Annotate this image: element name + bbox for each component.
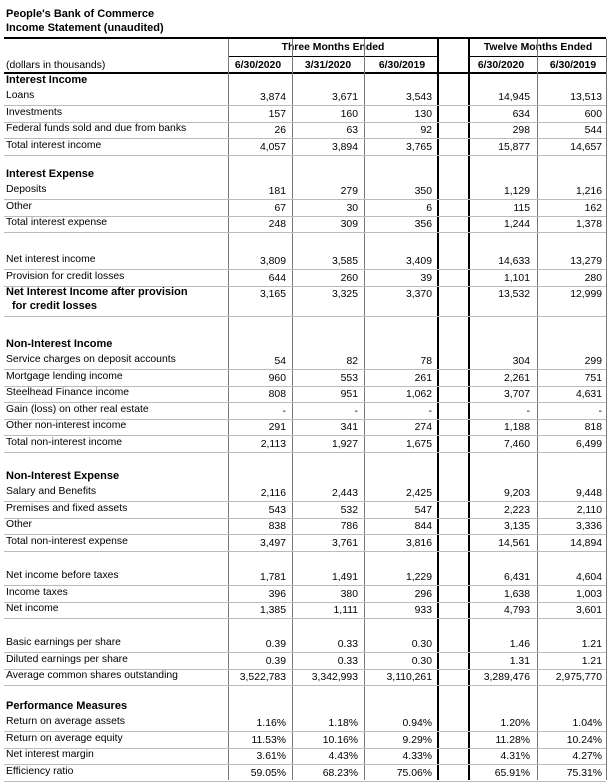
row-label: Total interest expense	[6, 217, 108, 228]
cell-value: 0.33	[337, 639, 358, 650]
col-header-3: 6/30/2019	[378, 60, 426, 71]
row-label: Net income	[6, 603, 59, 614]
cell-value: 844	[414, 521, 432, 532]
cell-value: 9.29%	[402, 734, 432, 746]
cell-value: 1.18%	[328, 718, 358, 729]
cell-value: 309	[340, 219, 358, 230]
cell-value: 130	[414, 108, 432, 120]
cell-value: 1,385	[259, 605, 286, 616]
cell-value: 10.24%	[566, 734, 602, 746]
row-label: Efficiency ratio	[6, 765, 74, 777]
cell-value: -	[598, 405, 602, 417]
bank-name: People's Bank of Commerce	[6, 8, 155, 20]
cell-value: 14,561	[498, 537, 530, 549]
row-divider	[4, 518, 606, 519]
row-label: Federal funds sold and due from banks	[6, 123, 187, 134]
cell-value: 162	[584, 202, 602, 214]
cell-value: -	[354, 405, 358, 417]
cell-value: 2,110	[576, 504, 602, 516]
cell-value: 341	[340, 422, 358, 433]
col-header-4: 6/30/2020	[477, 60, 525, 71]
cell-value: 634	[512, 108, 530, 120]
cell-value: 1.21	[581, 655, 602, 667]
cell-value: 75.31%	[566, 767, 602, 779]
cell-value: 67	[274, 202, 286, 214]
cell-value: 1.16%	[256, 718, 286, 729]
row-label-continued: for credit losses	[12, 300, 97, 312]
cell-value: 2,443	[331, 488, 358, 499]
cell-value: 1,229	[405, 572, 432, 583]
cell-value: 248	[268, 219, 286, 230]
cell-value: 4,793	[503, 605, 530, 616]
cell-value: 6,499	[575, 438, 602, 450]
row-label: Mortgage lending income	[6, 370, 123, 382]
cell-value: 14,894	[570, 537, 602, 549]
cell-value: 0.30	[411, 639, 432, 650]
three-months-underline	[229, 56, 438, 57]
cell-value: 2,975,770	[555, 672, 602, 683]
cell-value: 1,188	[503, 422, 530, 433]
cell-value: 261	[414, 372, 432, 384]
cell-value: 3,585	[331, 256, 358, 267]
cell-value: 1.31	[509, 655, 530, 667]
cell-value: 356	[414, 219, 432, 230]
cell-value: 1,781	[259, 572, 286, 583]
cell-value: 4.27%	[572, 751, 602, 762]
cell-value: 3,370	[405, 289, 432, 300]
row-label: Basic earnings per share	[6, 637, 121, 648]
col-header-1: 6/30/2020	[234, 60, 282, 71]
cell-value: 786	[340, 521, 358, 532]
cell-value: 82	[346, 356, 358, 367]
cell-value: 1,216	[575, 186, 602, 197]
row-divider	[4, 764, 606, 765]
row-label: Net Interest Income after provision	[6, 286, 188, 298]
cell-value: 3,894	[331, 141, 358, 153]
row-label: Return on average assets	[6, 716, 125, 727]
cell-value: 14,657	[570, 141, 602, 153]
cell-value: 751	[584, 372, 602, 384]
cell-value: 1,675	[405, 438, 432, 450]
row-divider	[4, 316, 606, 317]
cell-value: 2,116	[260, 488, 286, 499]
cell-value: 3,816	[405, 537, 432, 549]
cell-value: 1,491	[331, 572, 358, 583]
row-label: Investments	[6, 106, 63, 118]
row-label: Return on average equity	[6, 732, 123, 744]
cell-value: 15,877	[498, 141, 530, 153]
cell-value: 181	[268, 186, 286, 197]
cell-value: 3,409	[405, 256, 432, 267]
group-three-months: Three Months Ended	[281, 42, 385, 53]
cell-value: 3,497	[259, 537, 286, 549]
cell-value: 9,203	[503, 488, 530, 499]
cell-value: 644	[268, 272, 286, 284]
cell-value: 3,671	[331, 92, 358, 103]
statement-title: Income Statement (unaudited)	[6, 22, 164, 34]
col-header-5: 6/30/2019	[549, 60, 597, 71]
cell-value: 260	[340, 272, 358, 284]
cell-value: 115	[513, 202, 530, 214]
cell-value: 951	[340, 389, 358, 400]
header-rule	[4, 72, 606, 74]
row-divider	[4, 551, 606, 552]
cell-value: 0.94%	[402, 718, 432, 729]
cell-value: 1.04%	[572, 718, 602, 729]
section-heading: Non-Interest Income	[6, 338, 113, 350]
cell-value: 92	[420, 125, 432, 136]
cell-value: 2,223	[503, 504, 530, 516]
cell-value: 380	[340, 588, 358, 600]
group-twelve-months: Twelve Months Ended	[483, 42, 593, 53]
cell-value: 553	[340, 372, 358, 384]
row-divider	[4, 602, 606, 603]
cell-value: 59.05%	[250, 767, 286, 779]
cell-value: 2,113	[260, 438, 286, 450]
cell-value: 1.21	[581, 639, 602, 650]
cell-value: 1,101	[503, 272, 530, 284]
cell-value: 78	[420, 356, 432, 367]
cell-value: 65.91%	[494, 767, 530, 779]
cell-value: 3,165	[259, 289, 286, 300]
row-label: Net income before taxes	[6, 570, 119, 581]
cell-value: 14,633	[498, 256, 530, 267]
cell-value: 3,522,783	[239, 672, 286, 683]
row-label: Total non-interest income	[6, 436, 123, 448]
cell-value: 3,809	[259, 256, 286, 267]
row-label: Average common shares outstanding	[6, 670, 178, 681]
row-divider	[4, 685, 606, 686]
cell-value: 4.31%	[500, 751, 530, 762]
row-divider	[4, 155, 606, 156]
cell-value: 1,638	[503, 588, 530, 600]
cell-value: 157	[268, 108, 286, 120]
cell-value: 274	[414, 422, 432, 433]
cell-value: 13,532	[498, 289, 530, 300]
cell-value: 3,289,476	[483, 672, 530, 683]
row-divider	[4, 232, 606, 233]
row-label: Other	[6, 200, 32, 212]
cell-value: 818	[584, 422, 602, 433]
cell-value: 0.30	[411, 655, 432, 667]
cell-value: 68.23%	[322, 767, 358, 779]
row-label: Loans	[6, 90, 35, 101]
cell-value: 544	[584, 125, 602, 136]
cell-value: 3,135	[503, 521, 530, 532]
row-divider	[4, 199, 606, 200]
col-header-2: 3/31/2020	[304, 60, 352, 71]
cell-value: 304	[512, 356, 530, 367]
cell-value: 3,543	[405, 92, 432, 103]
cell-value: 532	[340, 504, 358, 516]
cell-value: 291	[268, 422, 286, 433]
row-label: Income taxes	[6, 586, 68, 598]
cell-value: 0.39	[265, 655, 286, 667]
row-label: Gain (loss) on other real estate	[6, 403, 149, 415]
cell-value: 2,425	[405, 488, 432, 499]
cell-value: 4,057	[259, 141, 286, 153]
cell-value: 13,279	[570, 256, 602, 267]
cell-value: -	[526, 405, 530, 417]
row-divider	[4, 585, 606, 586]
section-heading: Performance Measures	[6, 700, 128, 712]
twelve-months-underline	[470, 56, 606, 57]
cell-value: 547	[414, 504, 432, 516]
cell-value: 299	[584, 356, 602, 367]
cell-value: 3,874	[259, 92, 286, 103]
cell-value: 0.39	[265, 639, 286, 650]
cell-value: 2,261	[503, 372, 530, 384]
cell-value: 838	[268, 521, 286, 532]
cell-value: 808	[268, 389, 286, 400]
section-heading: Non-Interest Expense	[6, 470, 120, 482]
cell-value: 30	[346, 202, 358, 214]
row-label: Other non-interest income	[6, 420, 127, 431]
row-label: Total interest income	[6, 139, 102, 151]
cell-value: 3,342,993	[311, 672, 358, 683]
cell-value: 3,325	[331, 289, 358, 300]
cell-value: 1,111	[333, 605, 358, 616]
row-label: Steelhead Finance income	[6, 387, 130, 398]
cell-value: 13,513	[570, 92, 602, 103]
cell-value: 4,631	[575, 389, 602, 400]
row-divider	[4, 781, 606, 782]
row-divider	[4, 748, 606, 749]
cell-value: 0.33	[337, 655, 358, 667]
cell-value: 10.16%	[322, 734, 358, 746]
cell-value: 12,999	[570, 289, 602, 300]
cell-value: 9,448	[575, 488, 602, 499]
cell-value: 39	[420, 272, 432, 284]
cell-value: 54	[274, 356, 286, 367]
cell-value: 280	[584, 272, 602, 284]
cell-value: 1,244	[503, 219, 530, 230]
cell-value: 14,945	[498, 92, 530, 103]
row-label: Provision for credit losses	[6, 270, 125, 282]
cell-value: 3,601	[575, 605, 602, 616]
cell-value: 543	[268, 504, 286, 516]
cell-value: 3.61%	[256, 751, 286, 762]
cell-value: 11.28%	[495, 734, 530, 746]
cell-value: 160	[340, 108, 358, 120]
cell-value: 4.33%	[402, 751, 432, 762]
section-heading: Interest Income	[6, 74, 88, 86]
row-divider	[4, 618, 606, 619]
cell-value: -	[428, 405, 432, 417]
cell-value: 6	[426, 202, 432, 214]
cell-value: 3,761	[331, 537, 358, 549]
right-border	[606, 39, 607, 780]
row-label: Salary and Benefits	[6, 486, 97, 497]
cell-value: 4.43%	[328, 751, 358, 762]
row-label: Net interest income	[6, 254, 96, 265]
cell-value: 1,129	[503, 186, 530, 197]
cell-value: 7,460	[503, 438, 530, 450]
cell-value: 3,336	[575, 521, 602, 532]
cell-value: 3,707	[503, 389, 530, 400]
cell-value: 1.46	[509, 639, 530, 650]
row-label: Total non-interest expense	[6, 535, 128, 547]
row-label: Diluted earnings per share	[6, 653, 128, 665]
cell-value: 296	[414, 588, 432, 600]
row-divider	[4, 452, 606, 453]
section-heading: Interest Expense	[6, 168, 95, 180]
cell-value: 4,604	[575, 572, 602, 583]
cell-value: 396	[268, 588, 286, 600]
cell-value: 279	[340, 186, 358, 197]
cell-value: 26	[274, 125, 286, 136]
cell-value: 75.06%	[396, 767, 432, 779]
row-label: Net interest margin	[6, 749, 94, 760]
cell-value: 6,431	[503, 572, 530, 583]
units-label: (dollars in thousands)	[6, 60, 106, 71]
row-label: Other	[6, 519, 32, 530]
cell-value: 298	[512, 125, 530, 136]
cell-value: 3,110,261	[386, 672, 432, 683]
title-rule	[4, 37, 606, 39]
cell-value: 1,003	[575, 588, 602, 600]
row-label: Deposits	[6, 184, 47, 195]
cell-value: 63	[346, 125, 358, 136]
cell-value: 1,378	[575, 219, 602, 230]
cell-value: 1,062	[405, 389, 432, 400]
cell-value: 960	[268, 372, 286, 384]
cell-value: 11.53%	[251, 734, 286, 746]
cell-value: -	[282, 405, 286, 417]
cell-value: 1.20%	[500, 718, 530, 729]
cell-value: 3,765	[405, 141, 432, 153]
row-label: Service charges on deposit accounts	[6, 354, 176, 365]
row-label: Premises and fixed assets	[6, 502, 128, 514]
cell-value: 933	[414, 605, 432, 616]
row-divider	[4, 105, 606, 106]
cell-value: 350	[414, 186, 432, 197]
cell-value: 1,927	[331, 438, 358, 450]
cell-value: 600	[584, 108, 602, 120]
